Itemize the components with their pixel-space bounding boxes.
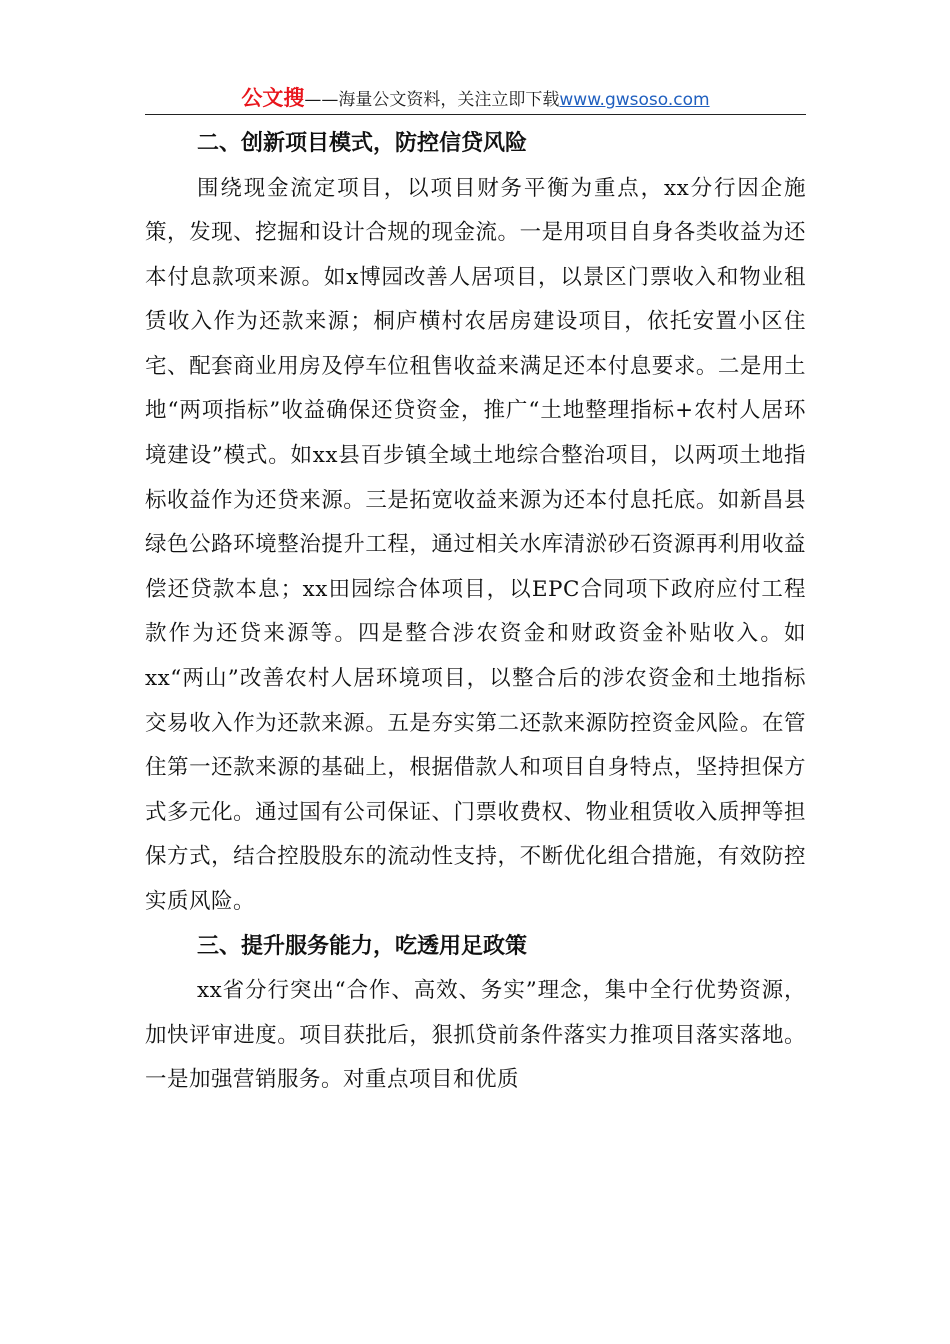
section-paragraph-2: 围绕现金流定项目，以项目财务平衡为重点，xx分行因企施策，发现、挖掘和设计合规的现金流。一是用项目自身各类收益为还本付息款项来源。如x博园改善人居项目，以景区门票收入和物业租赁收入作为还款来源；桐庐横村农居房建设项目，依托安置小区住宅、配套商业用房及停车位租售收益来满足还本付息要求。二是用土地“两项指标”收益确保还贷资金，推广“土地整理指标+农村人居环境建设”模式。如xx县百步镇全域土地综合整治项目，以两项土地指标收益作为还贷来源。三是拓宽收益来源为还本付息托底。如新昌县绿色公路环境整治提升工程，通过相关水库清淤砂石资源再利用收益偿还贷款本息；xx田园综合体项目，以EPC合同项下政府应付工程款作为还贷来源等。四是整合涉农资金和财政资金补贴收入。如xx“两山”改善农村人居环境项目，以整合后的涉农资金和土地指标交易收入作为还款来源。五是夯实第二还款来源防控资金风险。在管住第一还款来源的基础上，根据借款人和项目自身特点，坚持担保方式多元化。通过国有公司保证、门票收费权、物业租赁收入质押等担保方式，结合控股股东的流动性支持，不断优化组合措施，有效防控实质风险。 [145,175,806,914]
section-heading-3: 三、提升服务能力，吃透用足政策 [197,933,528,959]
header-tagline: ——海量公文资料，关注立即下载 [304,90,560,110]
brand-logo-text: 公文搜 [241,86,305,110]
website-link[interactable]: www.gwsoso.com [559,90,710,110]
header-divider [145,114,806,115]
page-header [145,84,806,114]
document-body [145,122,806,1103]
section-heading-2: 二、创新项目模式，防控信贷风险 [197,131,528,156]
section-paragraph-3: xx省分行突出“合作、高效、务实”理念，集中全行优势资源，加快评审进度。项目获批后，狠抓贷前条件落实力推项目落实落地。一是加强营销服务。对重点项目和优质 [145,978,806,1093]
